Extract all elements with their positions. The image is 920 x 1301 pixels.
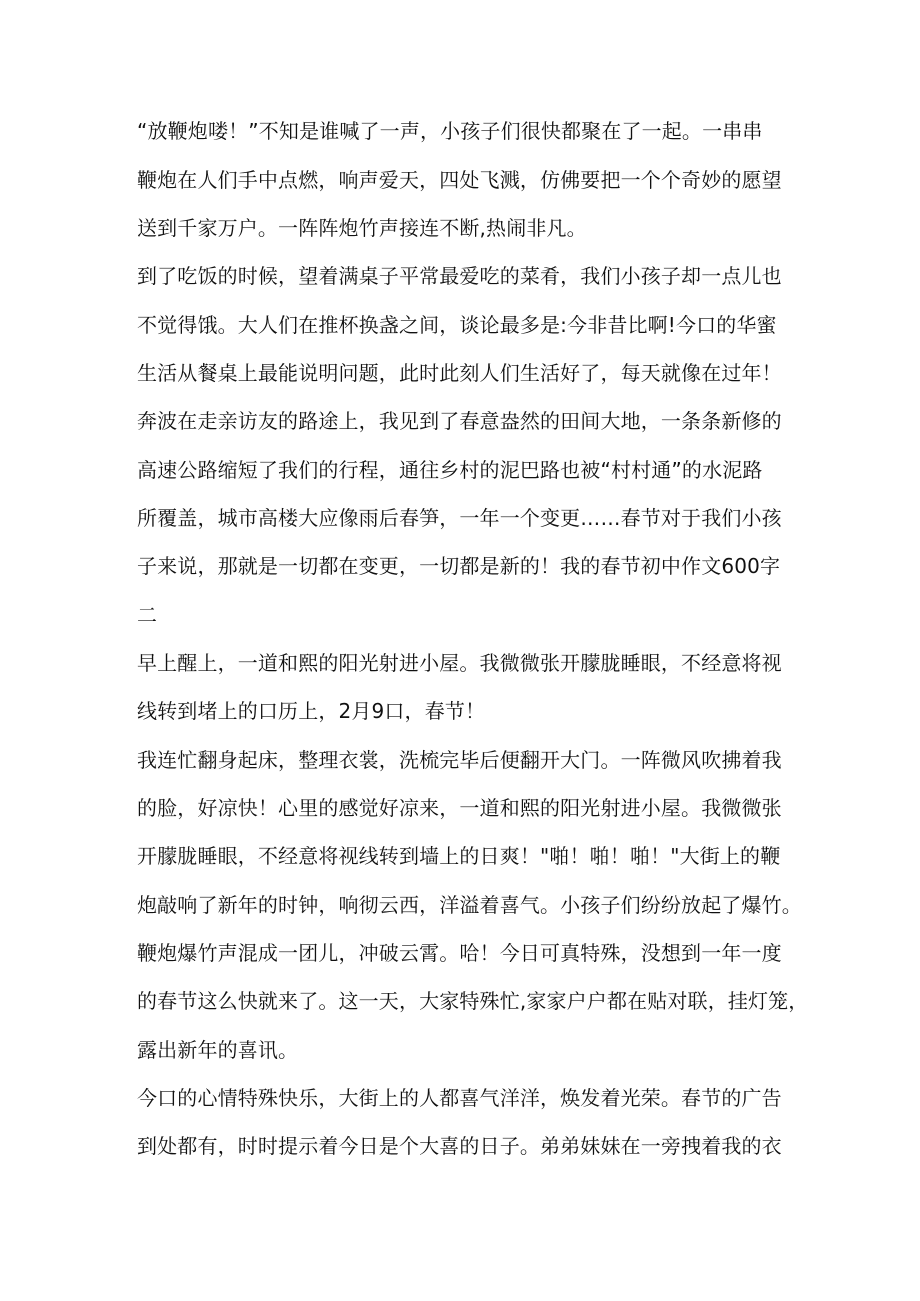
text-line: “放鞭炮喽！”不知是谁喊了一声，小孩子们很快都聚在了一起。一串串	[137, 119, 763, 143]
text-line: 早上醒上，一道和熙的阳光射进小屋。我微微张开朦胧睡眼，不经意将视	[137, 651, 782, 675]
text-line: 二	[137, 603, 158, 627]
text-line: 鞭炮在人们手中点燃，响声爱天，四处飞溅，仿佛要把一个个奇妙的愿望	[137, 168, 782, 192]
text-line: 今口的心情特殊快乐，大街上的人都喜气洋洋，焕发着光荣。春节的广告	[137, 1086, 782, 1110]
text-line: 线转到堵上的口历上，2月9口，春节！	[137, 699, 486, 723]
text-line: 子来说，那就是一切都在变更，一切都是新的！我的春节初中作文600字	[137, 554, 781, 578]
text-line: 到了吃饭的时候，望着满桌子平常最爱吃的菜肴，我们小孩子却一点儿也	[137, 264, 782, 288]
text-line: 炮敲响了新年的时钟，响彻云西，洋溢着喜气。小孩子们纷纷放起了爆竹。	[137, 893, 802, 917]
text-line: 不觉得饿。大人们在推杯换盏之间，谈论最多是:今非昔比啊!今口的华蜜	[137, 313, 777, 337]
text-line: 奔波在走亲访友的路途上，我见到了春意盎然的田间大地，一条条新修的	[137, 409, 782, 433]
text-line: 开朦胧睡眼，不经意将视线转到墙上的日爽！"啪！啪！啪！"大街上的鞭	[137, 844, 781, 868]
text-line: 到处都有，时时提示着今日是个大喜的日子。弟弟妹妹在一旁拽着我的衣	[137, 1134, 782, 1158]
text-line: 送到千家万户。一阵阵炮竹声接连不断,热闹非凡。	[137, 216, 587, 240]
text-line: 露出新年的喜讯。	[137, 1038, 299, 1062]
text-line: 的春节这么快就来了。这一天，大家特殊忙,家家户户都在贴对联，挂灯笼，	[137, 989, 809, 1013]
text-line: 鞭炮爆竹声混成一团儿，冲破云霄。哈！今日可真特殊，没想到一年一度	[137, 941, 782, 965]
text-line: 生活从餐桌上最能说明问题，此时此刻人们生活好了，每天就像在过年！	[137, 361, 782, 385]
text-line: 所覆盖，城市高楼大应像雨后春笋，一年一个变更……春节对于我们小孩	[137, 506, 782, 530]
text-line: 高速公路缩短了我们的行程，通往乡村的泥巴路也被“村村通”的水泥路	[137, 458, 763, 482]
text-line: 我连忙翻身起床，整理衣裳，洗梳完毕后便翻开大门。一阵微风吹拂着我	[137, 748, 782, 772]
text-line: 的脸，好凉快！心里的感觉好凉来，一道和熙的阳光射进小屋。我微微张	[137, 796, 782, 820]
